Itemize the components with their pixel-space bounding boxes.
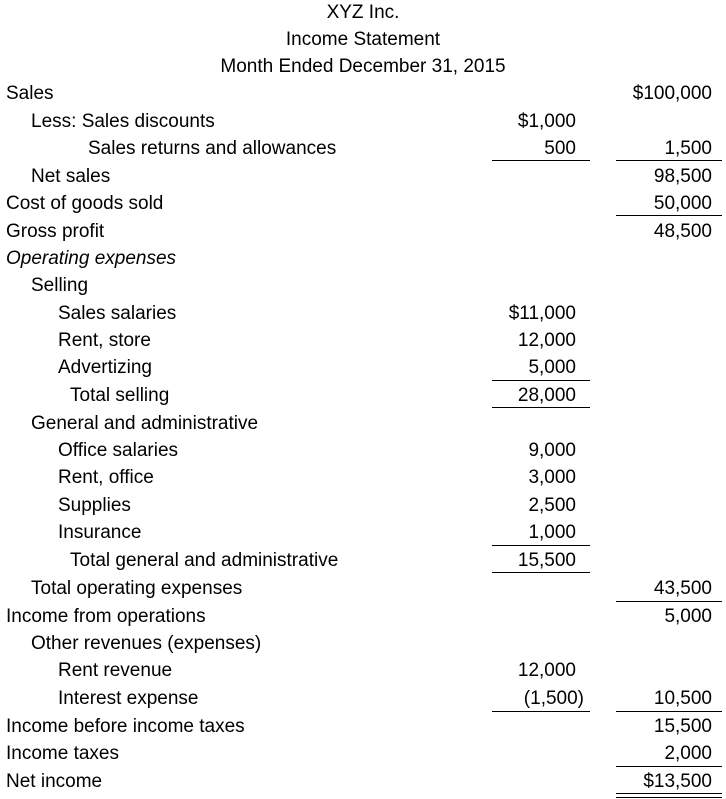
- row-sales: [0, 80, 726, 107]
- row-label: Advertizing: [58, 357, 152, 378]
- row-amount-total: 2,000: [664, 743, 712, 764]
- row-operating-expenses: [0, 245, 726, 272]
- row-label: Net sales: [31, 166, 111, 187]
- row-income-before-taxes: [0, 713, 726, 740]
- row-amount-detail: $1,000: [517, 111, 576, 132]
- row-selling: [0, 272, 726, 299]
- row-rent-office: [0, 464, 726, 491]
- statement-title: Income Statement: [285, 29, 441, 50]
- row-other-revenues: [0, 630, 726, 657]
- underline: [492, 407, 590, 408]
- row-label: Total operating expenses: [31, 578, 243, 599]
- row-amount-total: 15,500: [653, 716, 712, 737]
- underline: [492, 380, 590, 381]
- row-label: Sales returns and allowances: [88, 138, 337, 159]
- row-net-income: [0, 768, 726, 795]
- underline: [492, 711, 590, 712]
- row-label: Total selling: [70, 385, 170, 406]
- row-amount-total: 10,500: [653, 688, 712, 709]
- row-advertizing: [0, 354, 726, 381]
- double-underline: [616, 793, 722, 798]
- underline: [492, 572, 590, 573]
- underline: [616, 215, 722, 216]
- row-amount-detail: 9,000: [528, 440, 576, 461]
- row-sales-returns: [0, 135, 726, 162]
- row-amount-total: 5,000: [664, 606, 712, 627]
- row-label: Rent, office: [58, 467, 154, 488]
- row-label: Operating expenses: [6, 248, 177, 269]
- company-name: XYZ Inc.: [326, 2, 400, 23]
- row-label: Income before income taxes: [6, 716, 245, 737]
- row-amount-detail: 12,000: [517, 330, 576, 351]
- row-amount-total: 48,500: [653, 221, 712, 242]
- row-label: Sales: [6, 83, 54, 104]
- row-supplies: [0, 492, 726, 519]
- row-label: Net income: [6, 771, 103, 792]
- row-insurance: [0, 519, 726, 546]
- row-label: Income from operations: [6, 606, 206, 627]
- row-label: Rent revenue: [58, 660, 173, 681]
- underline: [616, 711, 722, 712]
- row-amount-detail: 2,500: [528, 495, 576, 516]
- row-rent-store: [0, 327, 726, 354]
- row-label: Selling: [31, 275, 89, 296]
- row-label: Insurance: [58, 522, 142, 543]
- row-amount-total: 98,500: [653, 166, 712, 187]
- row-amount-detail: 1,000: [528, 522, 576, 543]
- underline: [492, 160, 590, 161]
- row-net-sales: [0, 163, 726, 190]
- row-amount-detail: 500: [544, 138, 576, 159]
- row-amount-total: $13,500: [643, 771, 712, 792]
- row-amount-detail: 3,000: [528, 467, 576, 488]
- underline: [616, 601, 722, 602]
- row-general-administrative: [0, 410, 726, 437]
- row-rent-revenue: [0, 657, 726, 684]
- row-interest-expense: [0, 685, 726, 712]
- row-amount-detail: (1,500): [523, 688, 584, 709]
- row-sales-salaries: [0, 300, 726, 327]
- row-amount-total: 1,500: [664, 138, 712, 159]
- statement-period: Month Ended December 31, 2015: [220, 56, 506, 77]
- row-label: Gross profit: [6, 221, 105, 242]
- row-amount-total: $100,000: [632, 83, 712, 104]
- underline: [616, 766, 722, 767]
- row-total-general-administrative: [0, 547, 726, 574]
- row-total-operating-expenses: [0, 575, 726, 602]
- row-amount-total: 43,500: [653, 578, 712, 599]
- row-amount-detail: $11,000: [508, 303, 576, 324]
- row-income-taxes: [0, 740, 726, 767]
- row-label: General and administrative: [31, 413, 259, 434]
- row-income-from-operations: [0, 603, 726, 630]
- row-label: Interest expense: [58, 688, 199, 709]
- row-label: Other revenues (expenses): [31, 633, 262, 654]
- row-amount-detail: 12,000: [517, 660, 576, 681]
- row-gross-profit: [0, 218, 726, 245]
- row-office-salaries: [0, 437, 726, 464]
- row-sales-discounts: [0, 108, 726, 135]
- row-label: Office salaries: [58, 440, 179, 461]
- row-amount-total: 50,000: [653, 193, 712, 214]
- row-label: Sales salaries: [58, 303, 177, 324]
- row-amount-detail: 28,000: [517, 385, 576, 406]
- row-total-selling: [0, 382, 726, 409]
- row-label: Rent, store: [58, 330, 151, 351]
- row-label: Cost of goods sold: [6, 193, 164, 214]
- underline: [616, 160, 722, 161]
- underline: [492, 545, 590, 546]
- row-label: Income taxes: [6, 743, 119, 764]
- row-label: Supplies: [58, 495, 131, 516]
- row-label: Less: Sales discounts: [31, 111, 215, 132]
- row-amount-detail: 15,500: [517, 550, 576, 571]
- row-amount-detail: 5,000: [528, 357, 576, 378]
- row-label: Total general and administrative: [70, 550, 339, 571]
- row-cost-of-goods-sold: [0, 190, 726, 217]
